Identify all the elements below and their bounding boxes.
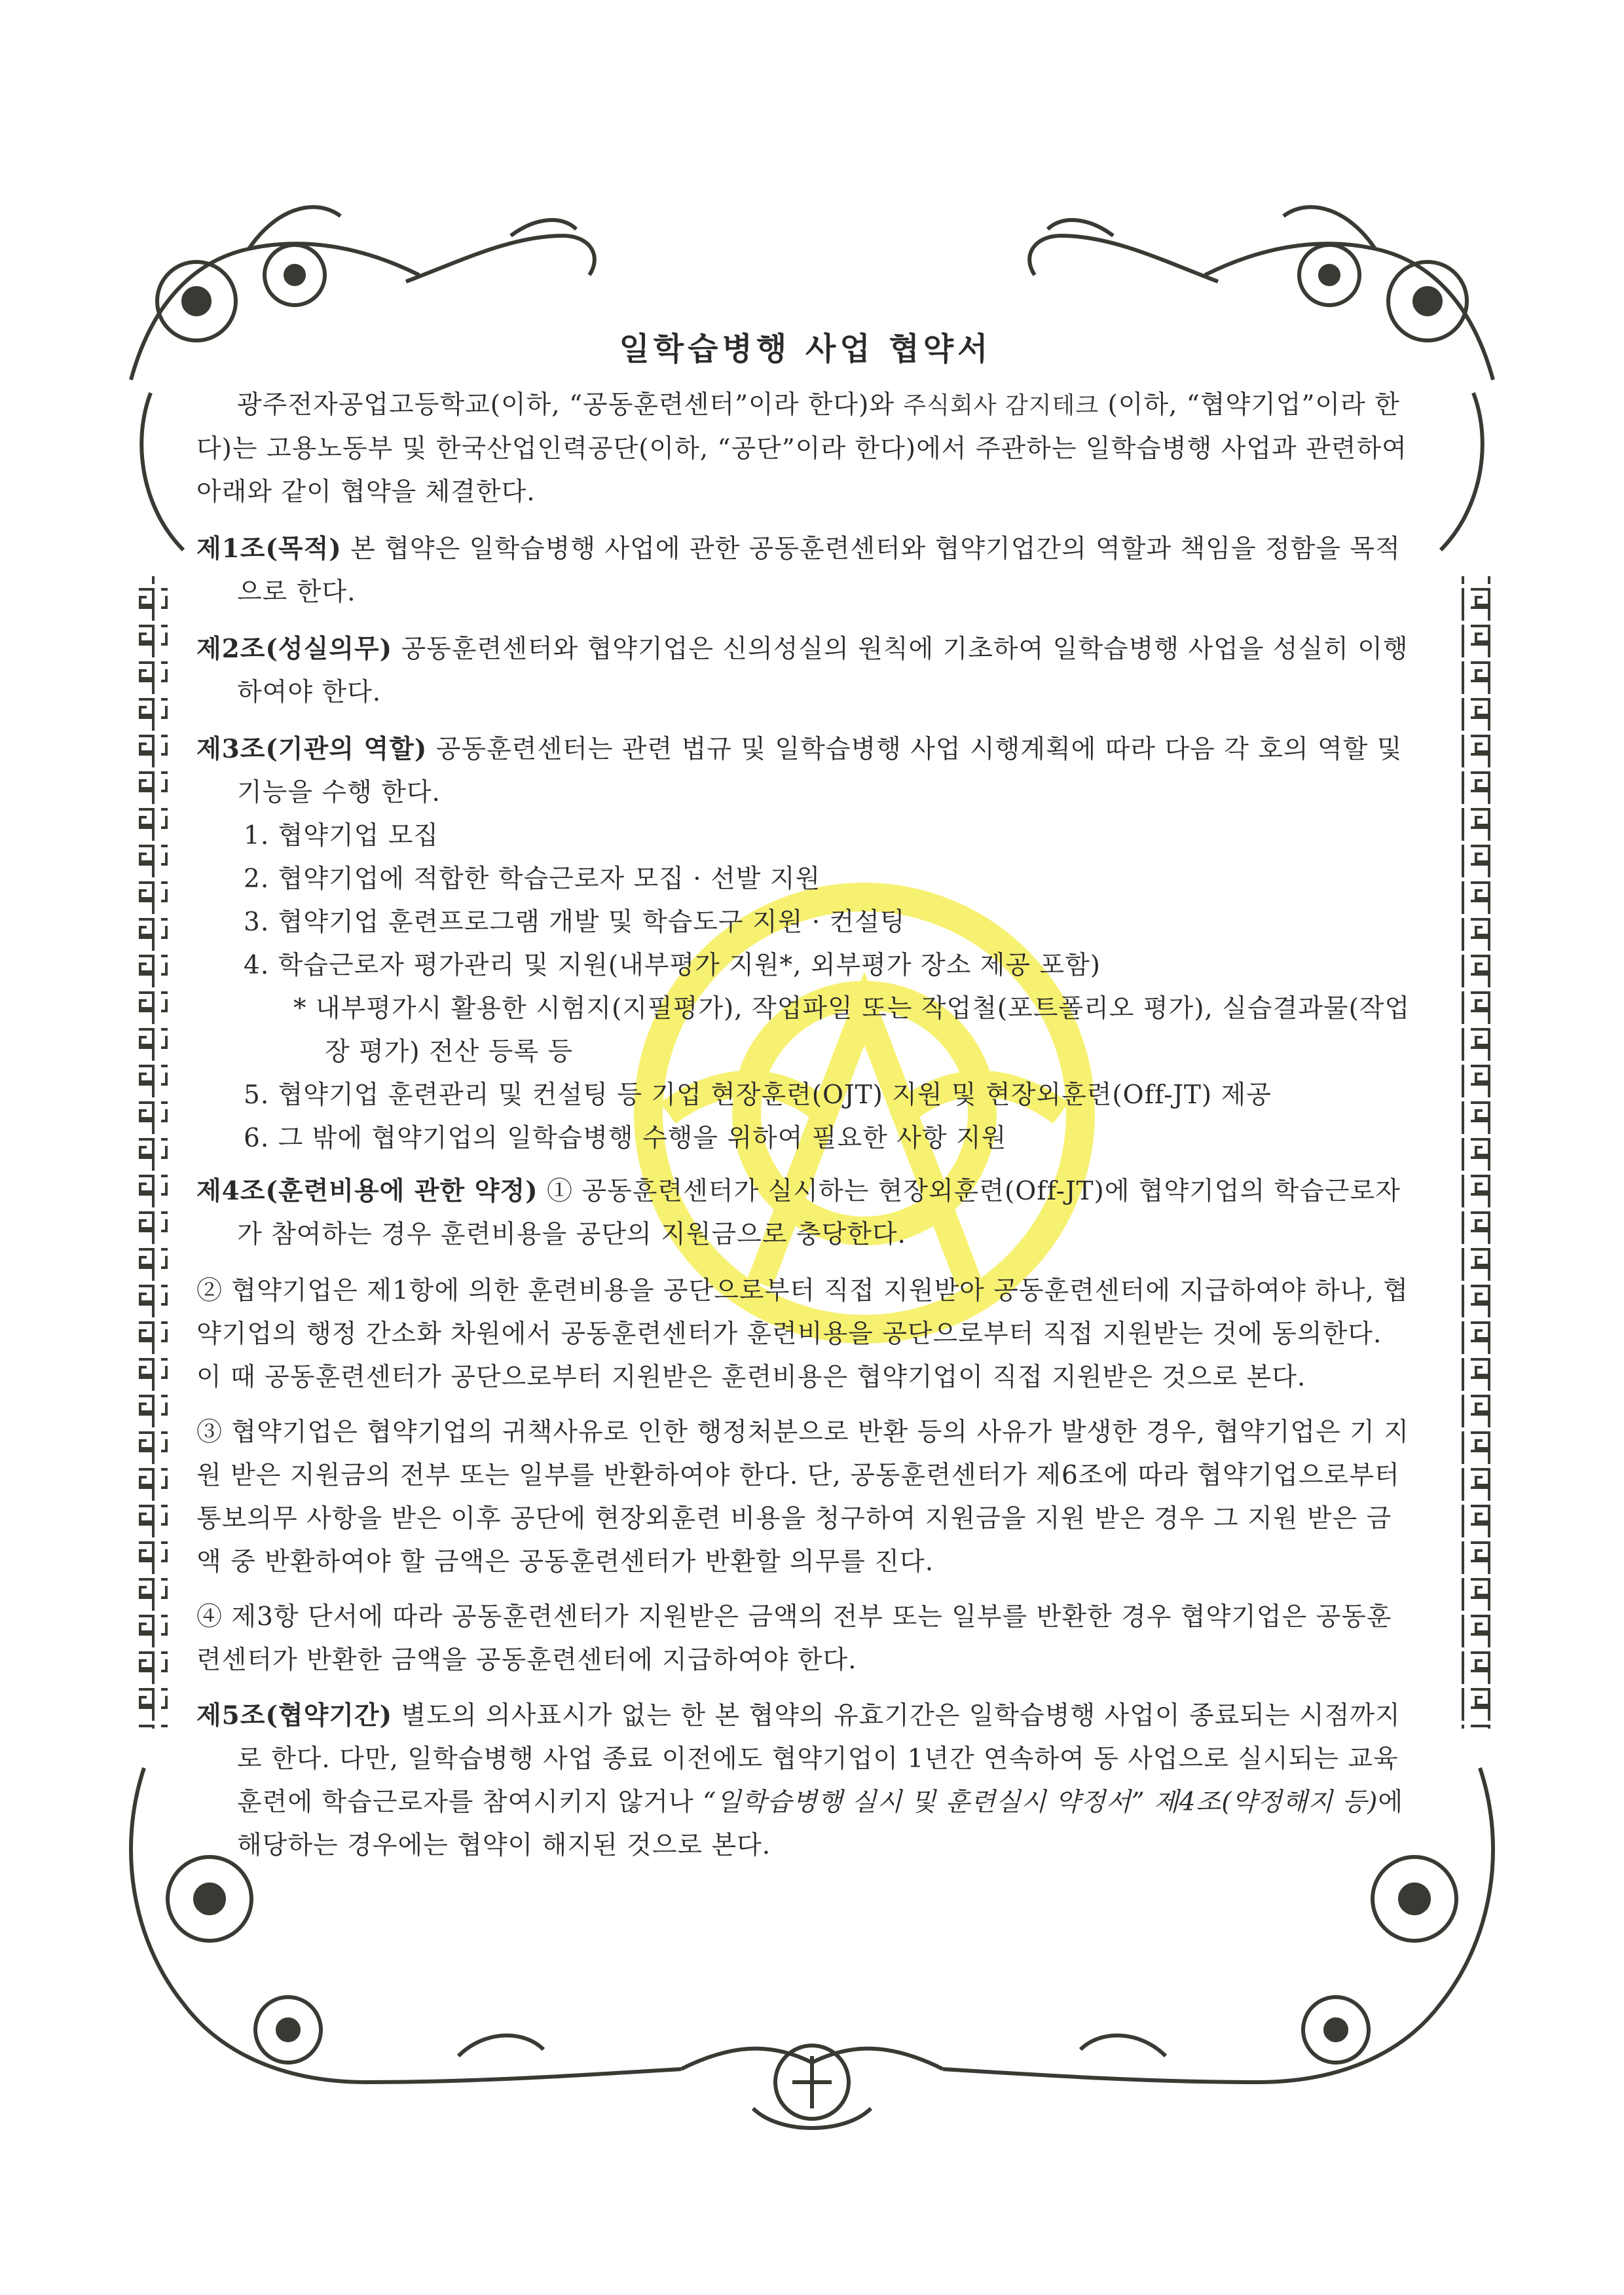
article-4-heading: 제4조(훈련비용에 관한 약정) (196, 1176, 538, 1206)
article-5-body-after: 에 해당하는 경우에는 협약이 해지된 것으로 본다. (237, 1788, 1404, 1860)
article-4-body: ① 공동훈련센터가 실시하는 현장외훈련(Off-JT)에 협약기업의 학습근로자가 참여하는 경우 훈련비용을 공단의 지원금으로 충당한다. (237, 1177, 1401, 1249)
article-1-heading: 제1조(목적) (196, 534, 342, 564)
list-item: 2. 협약기업에 적합한 학습근로자 모집 · 선발 지원 (244, 864, 821, 894)
article-5-body-before: 별도의 의사표시가 없는 한 본 협약의 유효기간은 일학습병행 사업이 종료되는 시점까지로 한다. 다만, 일학습병행 사업 종료 이전에도 협약기업이 1년간 연속하여 동 사업으로 실시되는 교육훈련에 학습근로자를 참여시키지 않거나 (237, 1701, 1401, 1817)
agreement-document (196, 314, 1414, 1881)
article-4-paragraph-3: ③ 협약기업은 협약기업의 귀책사유로 인한 행정처분으로 반환 등의 사유가 발생한 경우, 협약기업은 기 지원 받은 지원금의 전부 또는 일부를 반환하여야 한다. 단, 공동훈련센터가 제6조에 따라 협약기업으로부터 통보의무 사항을 받은 이후 공단에 현장외훈련 비용을 청구하여 지원금을 지원 받은 경우 그 지원 받은 금액 중 반환하여야 할 금액은 공동훈련센터가 반환할 의무를 진다. (196, 1418, 1409, 1577)
article-5 (196, 1694, 1414, 1867)
intro-text-before: 광주전자공업고등학교(이하, “공동훈련센터”이라 한다)와 (237, 390, 895, 420)
article-3-body: 공동훈련센터는 관련 법규 및 일학습병행 사업 시행계획에 따라 다음 각 호의 역할 및 기능을 수행 한다. (237, 735, 1403, 807)
article-2-body: 공동훈련센터와 협약기업은 신의성실의 원칙에 기초하여 일학습병행 사업을 성실히 이행하여야 한다. (237, 634, 1409, 707)
article-1-body: 본 협약은 일학습병행 사업에 관한 공동훈련센터와 협약기업간의 역할과 책임을 정함을 목적으로 한다. (237, 534, 1401, 607)
article-4-paragraph-2: ② 협약기업은 제1항에 의한 훈련비용을 공단으로부터 직접 지원받아 공동훈련센터에 지급하여야 하나, 협약기업의 행정 간소화 차원에서 공동훈련센터가 훈련비용을 공단으로부터 직접 지원받는 것에 동의한다. 이 때 공동훈련센터가 공단으로부터 지원받은 훈련비용은 협약기업이 직접 지원받은 것으로 본다. (196, 1276, 1409, 1392)
list-item: 3. 협약기업 훈련프로그램 개발 및 학습도구 지원 · 컨설팅 (244, 908, 906, 937)
intro-paragraph (196, 384, 1414, 514)
list-item: 6. 그 밖에 협약기업의 일학습병행 수행을 위하여 필요한 사항 지원 (244, 1124, 1007, 1153)
list-item: 5. 협약기업 훈련관리 및 컨설팅 등 기업 현장훈련(OJT) 지원 및 현장외훈련(Off-JT) 제공 (244, 1080, 1272, 1110)
company-name-handwritten: 주식회사 감지테크 (903, 392, 1099, 419)
article-3-item-list (196, 815, 1414, 1160)
article-4-paragraph-4: ④ 제3항 단서에 따라 공동훈련센터가 지원받은 금액의 전부 또는 일부를 반환한 경우 협약기업은 공동훈련센터가 반환한 금액을 공동훈련센터에 지급하여야 한다. (196, 1602, 1392, 1675)
bottom-center-medallion-ornament (681, 2046, 943, 2128)
article-5-heading: 제5조(협약기간) (196, 1700, 393, 1731)
left-fret-band (139, 576, 168, 1729)
article-2-heading: 제2조(성실의무) (196, 634, 393, 664)
article-3 (196, 727, 1414, 815)
article-3-footnote: * 내부평가시 활용한 시험지(지필평가), 작업파일 또는 작업철(포트폴리오 평가), 실습결과물(작업장 평가) 전산 등록 등 (293, 994, 1411, 1067)
intro-text-after: (이하, “협약기업”이라 한다)는 고용노동부 및 한국산업인력공단(이하, “공단”이라 한다)에서 주관하는 일학습병행 사업과 관련하여 아래와 같이 협약을 체결한다. (196, 390, 1407, 507)
article-1 (196, 527, 1414, 614)
article-3-heading: 제3조(기관의 역할) (196, 734, 428, 764)
document-title: 일학습병행 사업 협약서 (619, 331, 992, 367)
list-item: 1. 협약기업 모집 (244, 821, 439, 851)
list-item: 4. 학습근로자 평가관리 및 지원(내부평가 지원*, 외부평가 장소 제공 포함) (244, 951, 1101, 980)
right-fret-band (1462, 576, 1490, 1729)
article-5-quoted-title: “일학습병행 실시 및 훈련실시 약정서” 제4조(약정해지 등) (703, 1788, 1378, 1817)
article-4 (196, 1169, 1414, 1257)
article-2 (196, 627, 1414, 714)
